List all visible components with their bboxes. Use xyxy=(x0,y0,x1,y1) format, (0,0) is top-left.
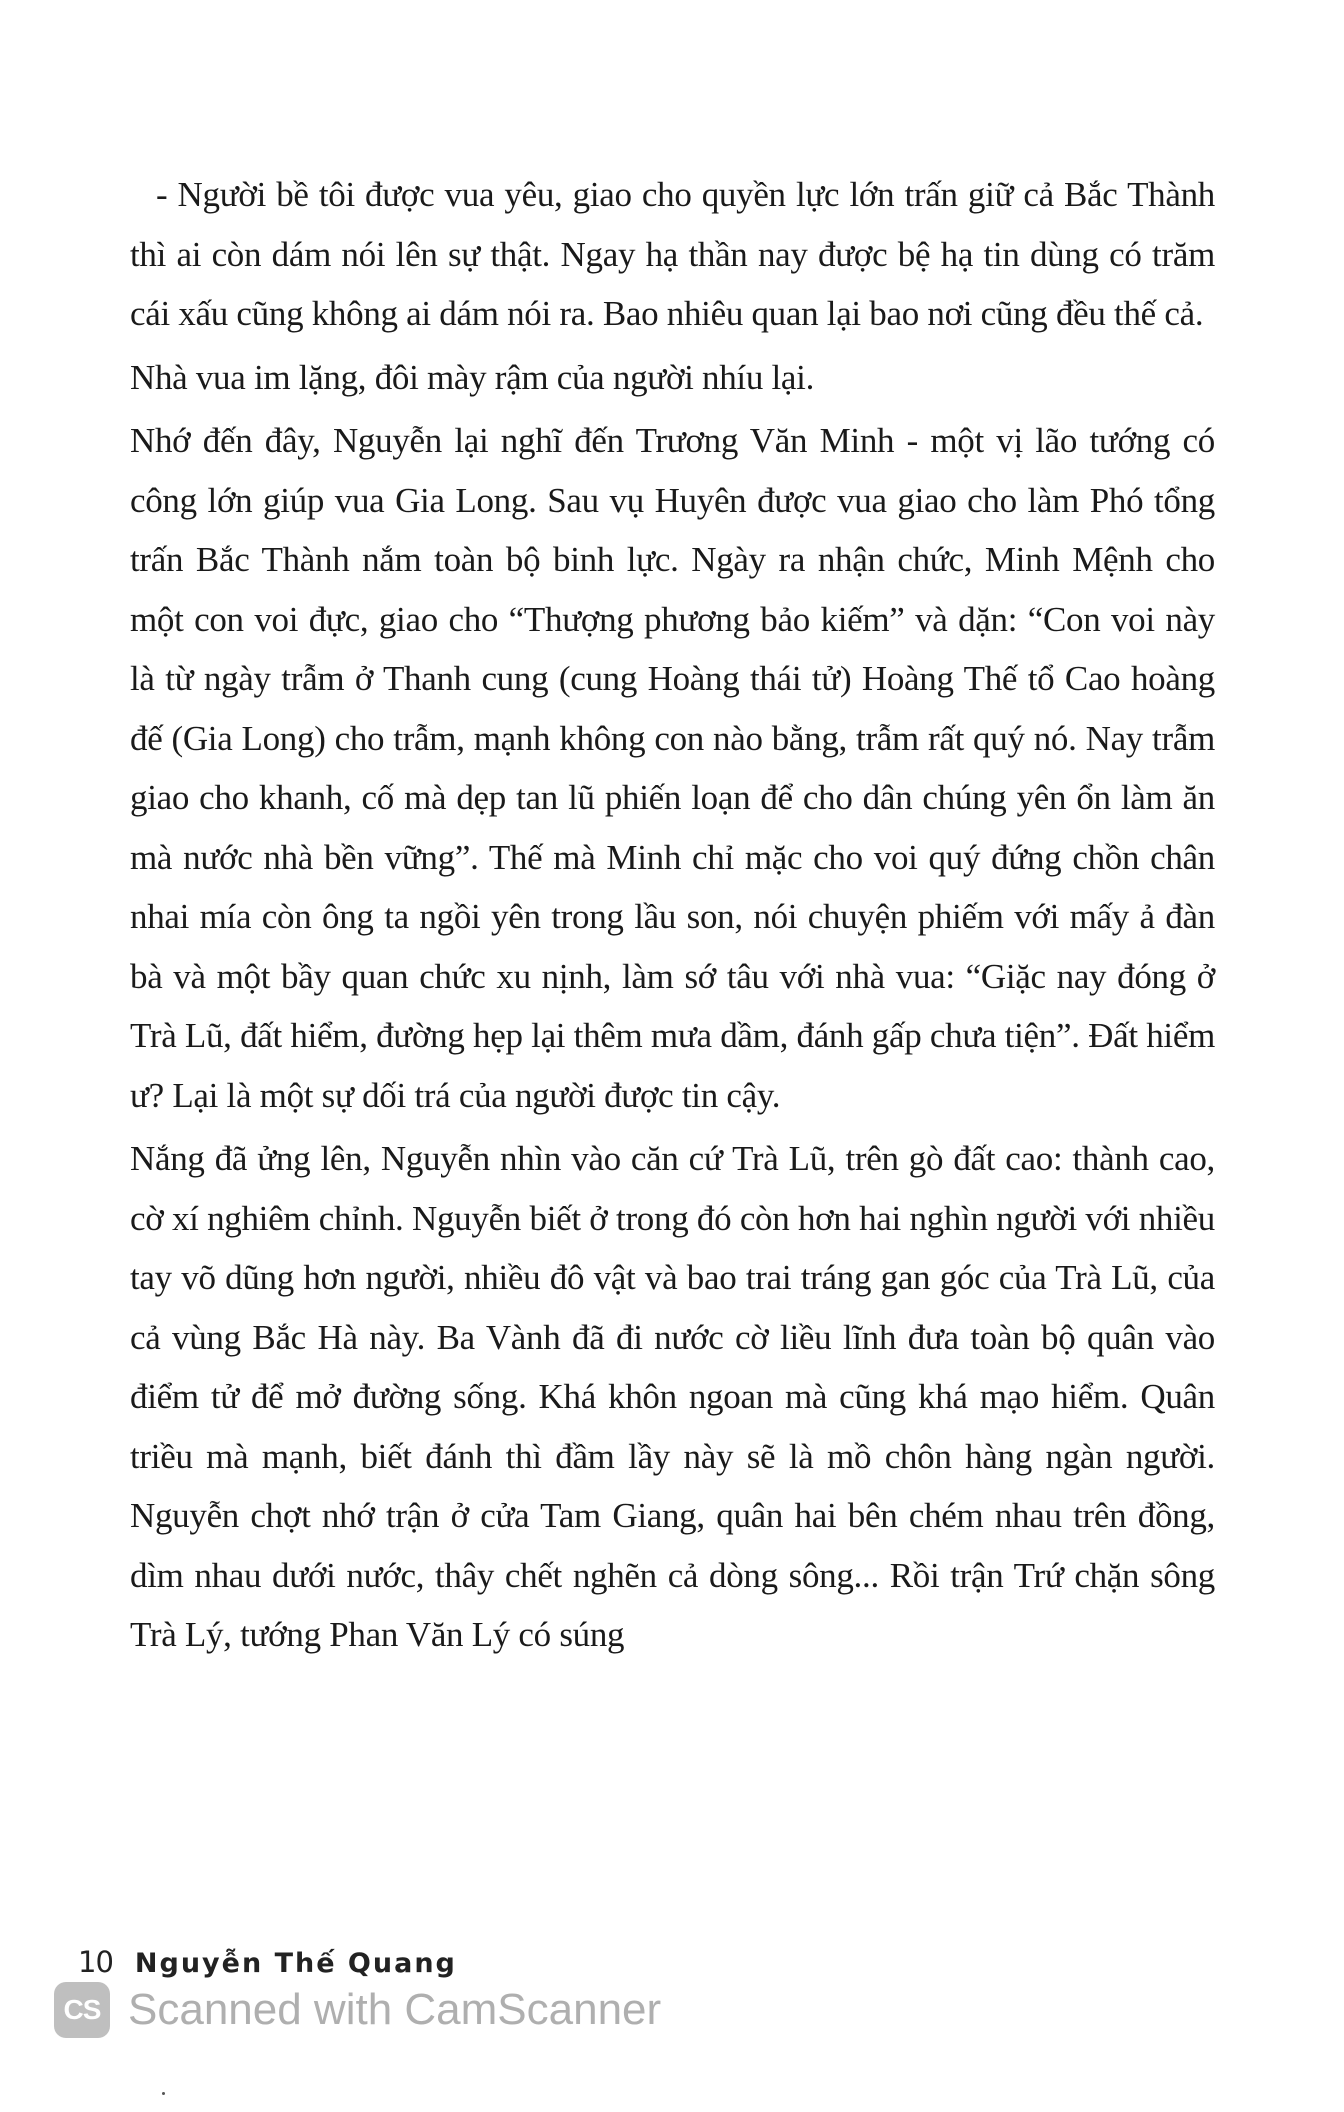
camscanner-watermark xyxy=(54,1982,661,2038)
paragraph-king-silent: Nhà vua im lặng, đôi mày rậm của người nhíu lại. xyxy=(130,357,815,397)
scan-speck xyxy=(162,2092,165,2095)
camscanner-logo-icon: CS xyxy=(54,1982,110,2038)
page-number: 10 xyxy=(78,1945,113,1979)
book-page-body xyxy=(130,165,1215,1665)
page-footer xyxy=(78,1945,457,1979)
watermark-text: Scanned with CamScanner xyxy=(128,1985,662,2034)
paragraph-dialogue: - Người bề tôi được vua yêu, giao cho quyền lực lớn trấn giữ cả Bắc Thành thì ai còn dám nói lên sự thật. Ngay hạ thần nay được bệ hạ tin dùng có trăm cái xấu cũng không ai dám nói ra. Bao nhiêu quan lại bao nơi cũng đều thế cả. xyxy=(130,175,1215,333)
paragraph-truong-van-minh: Nhớ đến đây, Nguyễn lại nghĩ đến Trương Văn Minh - một vị lão tướng có công lớn giúp vua Gia Long. Sau vụ Huyên được vua giao cho làm Phó tổng trấn Bắc Thành nắm toàn bộ binh lực. Ngày ra nhận chức, Minh Mệnh cho một con voi đực, giao cho “Thượng phương bảo kiếm” và dặn: “Con voi này là từ ngày trẫm ở Thanh cung (cung Hoàng thái tử) Hoàng Thế tổ Cao hoàng đế (Gia Long) cho trẫm, mạnh không con nào bằng, trẫm rất quý nó. Nay trẫm giao cho khanh, cố mà dẹp tan lũ phiến loạn để cho dân chúng yên ổn làm ăn mà nước nhà bền vững”. Thế mà Minh chỉ mặc cho voi quý đứng chồn chân nhai mía còn ông ta ngồi yên trong lầu son, nói chuyện phiếm với mấy ả đàn bà và một bầy quan chức xu nịnh, làm sớ tâu với nhà vua: “Giặc nay đóng ở Trà Lũ, đất hiểm, đường hẹp lại thêm mưa dầm, đánh gấp chưa tiện”. Đất hiểm ư? Lại là một sự dối trá của người được tin cậy. xyxy=(130,421,1215,1115)
paragraph-tra-lu-base: Nắng đã ửng lên, Nguyễn nhìn vào căn cứ Trà Lũ, trên gò đất cao: thành cao, cờ xí nghiêm chỉnh. Nguyễn biết ở trong đó còn hơn hai nghìn người với nhiều tay võ dũng hơn người, nhiều đô vật và bao trai tráng gan góc của Trà Lũ, của cả vùng Bắc Hà này. Ba Vành đã đi nước cờ liều lĩnh đưa toàn bộ quân vào điểm tử để mở đường sống. Khá khôn ngoan mà cũng khá mạo hiểm. Quân triều mà mạnh, biết đánh thì đầm lầy này sẽ là mồ chôn hàng ngàn người. Nguyễn chợt nhớ trận ở cửa Tam Giang, quân hai bên chém nhau trên đồng, dìm nhau dưới nước, thây chết nghẽn cả dòng sông... Rồi trận Trứ chặn sông Trà Lý, tướng Phan Văn Lý có súng xyxy=(130,1139,1215,1654)
author-name: Nguyễn Thế Quang xyxy=(134,1948,457,1979)
